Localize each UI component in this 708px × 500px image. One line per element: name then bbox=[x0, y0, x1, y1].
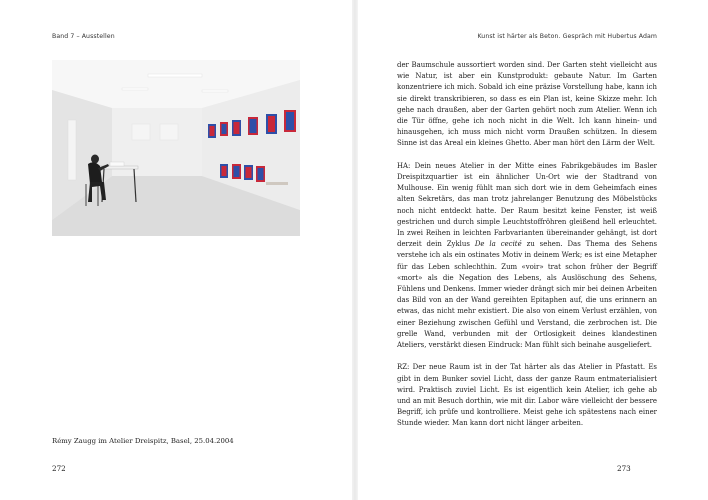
running-head-right: Kunst ist härter als Beton. Gespräch mit Hubertus Adam bbox=[477, 33, 657, 40]
running-head-left: Band 7 – Ausstellen bbox=[52, 33, 115, 40]
page-number-left: 272 bbox=[52, 464, 66, 473]
paragraph-answer-bunker: RZ: Der neue Raum ist in der Tat härter als das Atelier in Pfastatt. Es gibt in dem Bunker soviel Licht, dass der ganze Raum entmaterialisiert wird. Praktisch zuviel Licht. Es ist eigentlich kein Atelier, ich gehe ab und an mit Besuch dorthin, wie mit dir. Labor wäre vielleicht der bessere Begriff, ich prüfe und kontrolliere. Meist gehe ich spätestens nach einer Stunde wieder. Man kann dort nicht länger arbeiten. bbox=[397, 363, 657, 428]
studio-photo bbox=[52, 60, 300, 236]
book-gutter bbox=[352, 0, 358, 500]
paragraph-question-atelier bbox=[397, 161, 657, 351]
work-title-italic: De la cecité bbox=[474, 240, 522, 249]
photo-caption: Rémy Zaugg im Atelier Dreispitz, Basel, 25.04.2004 bbox=[52, 437, 234, 445]
paragraph-garden: der Baumschule aussortiert worden sind. Der Garten steht vielleicht aus wie Natur, ist aber ein Kunstprodukt: gebaute Natur. Im Garten konzentriere ich mich. Sobald ich eine präzise Vorstellung habe, kann ich sie direkt transkribieren, so dass es ein Plan ist, keine Skizze mehr. Ich gehe nach draußen, aber der Garten gehört noch zum Atelier. Wenn ich die Tür öffne, gehe ich noch nicht in die Welt. Ich kann hinein- und hinausgehen, ich muss mich nicht vorm Draußen schützen. In diesem Sinne ist das Areal ein kleines Ghetto. Aber man hört den Lärm der Welt. bbox=[397, 61, 657, 148]
interview-text bbox=[397, 60, 657, 441]
page-number-right: 273 bbox=[617, 464, 631, 473]
paragraph-question-part1: HA: Dein neues Atelier in der Mitte eines Fabrikgebäudes im Basler Dreispitzquartier ist ein ähnlicher Un-Ort wie der Stadtrand von Mulhouse. Ein wenig fühlt man sich dort wie in dem Geheimfach eines alten Sekretärs, das man trotz jahrelanger Benutzung des Möbelstücks noch nicht entdeckt hatte. Der Raum besitzt keine Fenster, ist weiß gestrichen und durch simple Leuchtstoffröhren gleißend hell erleuchtet. In zwei Reihen in leichten Farbvarianten übereinander gehängt, ist dort derzeit dein Zyklus bbox=[397, 161, 657, 249]
studio-photo-drawing bbox=[52, 60, 300, 236]
paragraph-question-part2: zu sehen. Das Thema des Sehens verstehe ich als ein ostinates Motiv in deinem Werk; es ist eine Metapher für das Leben schlechthin. Zum «voir» trat schon früher der Begriff «mort» als die Negation des Lebens, als Auslöschung des Sehens, Fühlens und Denkens. Immer wieder drängt sich mir bei deinen Arbeiten das Bild von an der Wand gereihten Epitaphen auf, die uns erinnern an etwas, das nicht mehr existiert. Die also von einem Verlust erzählen, von einer Beziehung zwischen Gefühl und Verstand, die zerbrochen ist. Die grelle Wand, verbunden mit der Ortlosigkeit deines klandestinen Ateliers, verstärkt diesen Eindruck: Man fühlt sich beinahe ausgeliefert. bbox=[397, 240, 657, 350]
